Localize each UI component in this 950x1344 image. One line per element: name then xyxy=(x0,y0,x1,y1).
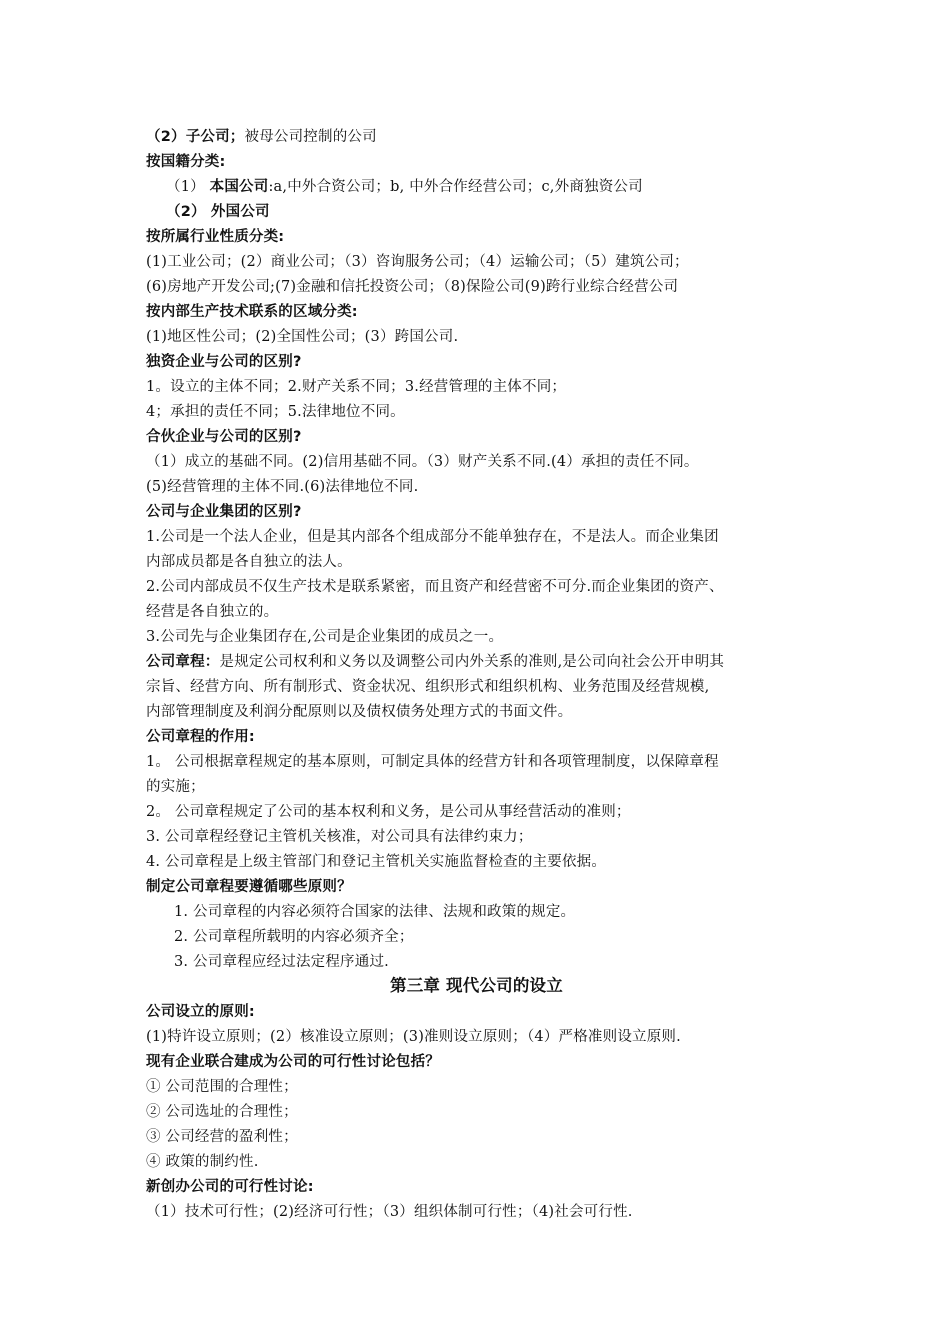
text-line-group-4: 经营是各自独立的。 xyxy=(146,604,279,620)
text-line-domestic-company: （1） 本国公司:a,中外合资公司；b, 中外合作经营公司；c,外商独资公司 xyxy=(166,179,643,195)
heading-by-region: 按内部生产技术联系的区域分类: xyxy=(146,304,358,320)
text-line-sole-1: 1。设立的主体不同；2.财产关系不同；3.经营管理的主体不同； xyxy=(146,379,567,395)
text-line-articles-def-3: 内部管理制度及利润分配原则以及债权债务处理方式的书面文件。 xyxy=(146,704,573,720)
heading-by-industry: 按所属行业性质分类: xyxy=(146,229,285,245)
text-line-role-1: 1。 公司根据章程规定的基本原则，可制定具体的经营方针和各项管理制度，以保障章程 xyxy=(146,754,719,770)
chapter-title: 第三章 现代公司的设立 xyxy=(390,976,563,995)
text-line-region: (1)地区性公司；(2)全国性公司；(3）跨国公司. xyxy=(146,329,459,345)
heading-sole-proprietorship-diff: 独资企业与公司的区别? xyxy=(146,354,302,370)
text-line-feasibility-4: ④ 政策的制约性. xyxy=(146,1154,259,1170)
text-line-role-2: 2。 公司章程规定了公司的基本权利和义务，是公司从事经营活动的准则； xyxy=(146,804,631,820)
text-line-foreign-company: （2） 外国公司 xyxy=(166,204,270,220)
heading-articles-principles: 制定公司章程要遵循哪些原则？ xyxy=(146,879,352,895)
text-line-role-4: 4. 公司章程是上级主管部门和登记主管机关实施监督检查的主要依据。 xyxy=(146,854,607,870)
text-line-articles-def-1: 公司章程：是规定公司权利和义务以及调整公司内外关系的准则,是公司向社会公开申明其 xyxy=(146,654,725,670)
heading-by-nationality: 按国籍分类: xyxy=(146,154,226,170)
text-line-establishment: (1)特许设立原则；(2）核准设立原则；(3)准则设立原则；（4）严格准则设立原则. xyxy=(146,1029,681,1045)
text-line-principle-3: 3. 公司章程应经过法定程序通过. xyxy=(174,954,389,970)
text-line-group-2: 内部成员都是各自独立的法人。 xyxy=(146,554,352,570)
text-line-role-3: 3. 公司章程经登记主管机关核准，对公司具有法律约束力； xyxy=(146,829,533,845)
text-line-partnership-2: (5)经营管理的主体不同.(6)法律地位不同. xyxy=(146,479,419,495)
text-line-group-1: 1.公司是一个法人企业，但是其内部各个组成部分不能单独存在，不是法人。而企业集团 xyxy=(146,529,719,545)
text-line-feasibility-2: ② 公司选址的合理性； xyxy=(146,1104,298,1120)
text-line-feasibility-new: （1）技术可行性；(2)经济可行性；（3）组织体制可行性；（4)社会可行性. xyxy=(146,1204,633,1220)
text-line-role-1b: 的实施； xyxy=(146,779,205,795)
text-line-feasibility-1: ① 公司范围的合理性； xyxy=(146,1079,298,1095)
text-line-industry-2: (6)房地产开发公司;(7)金融和信托投资公司；（8)保险公司(9)跨行业综合经营公司 xyxy=(146,279,679,295)
text-line-group-5: 3.公司先与企业集团存在,公司是企业集团的成员之一。 xyxy=(146,629,504,645)
text-line-subsidiary: （2）子公司；被母公司控制的公司 xyxy=(146,129,377,145)
heading-partnership-diff: 合伙企业与公司的区别? xyxy=(146,429,302,445)
heading-articles-role: 公司章程的作用: xyxy=(146,729,255,745)
heading-establishment-principles: 公司设立的原则: xyxy=(146,1004,255,1020)
text-line-partnership-1: （1）成立的基础不同。(2)信用基础不同。（3）财产关系不同.(4）承担的责任不同。 xyxy=(146,454,699,470)
text-line-principle-1: 1. 公司章程的内容必须符合国家的法律、法规和政策的规定。 xyxy=(174,904,576,920)
heading-feasibility-existing: 现有企业联合建成为公司的可行性讨论包括？ xyxy=(146,1054,440,1070)
heading-group-diff: 公司与企业集团的区别? xyxy=(146,504,302,520)
text-line-industry-1: (1)工业公司；(2）商业公司；（3）咨询服务公司；（4）运输公司；（5）建筑公司； xyxy=(146,254,689,270)
text-line-principle-2: 2. 公司章程所载明的内容必须齐全； xyxy=(174,929,414,945)
text-line-feasibility-3: ③ 公司经营的盈利性； xyxy=(146,1129,298,1145)
text-line-group-3: 2.公司内部成员不仅生产技术是联系紧密，而且资产和经营密不可分.而企业集团的资产、 xyxy=(146,579,724,595)
text-line-articles-def-2: 宗旨、经营方向、所有制形式、资金状况、组织形式和组织机构、业务范围及经营规模, xyxy=(146,679,710,695)
text-line-sole-2: 4；承担的责任不同；5.法律地位不同。 xyxy=(146,404,405,420)
heading-feasibility-new: 新创办公司的可行性讨论: xyxy=(146,1179,314,1195)
